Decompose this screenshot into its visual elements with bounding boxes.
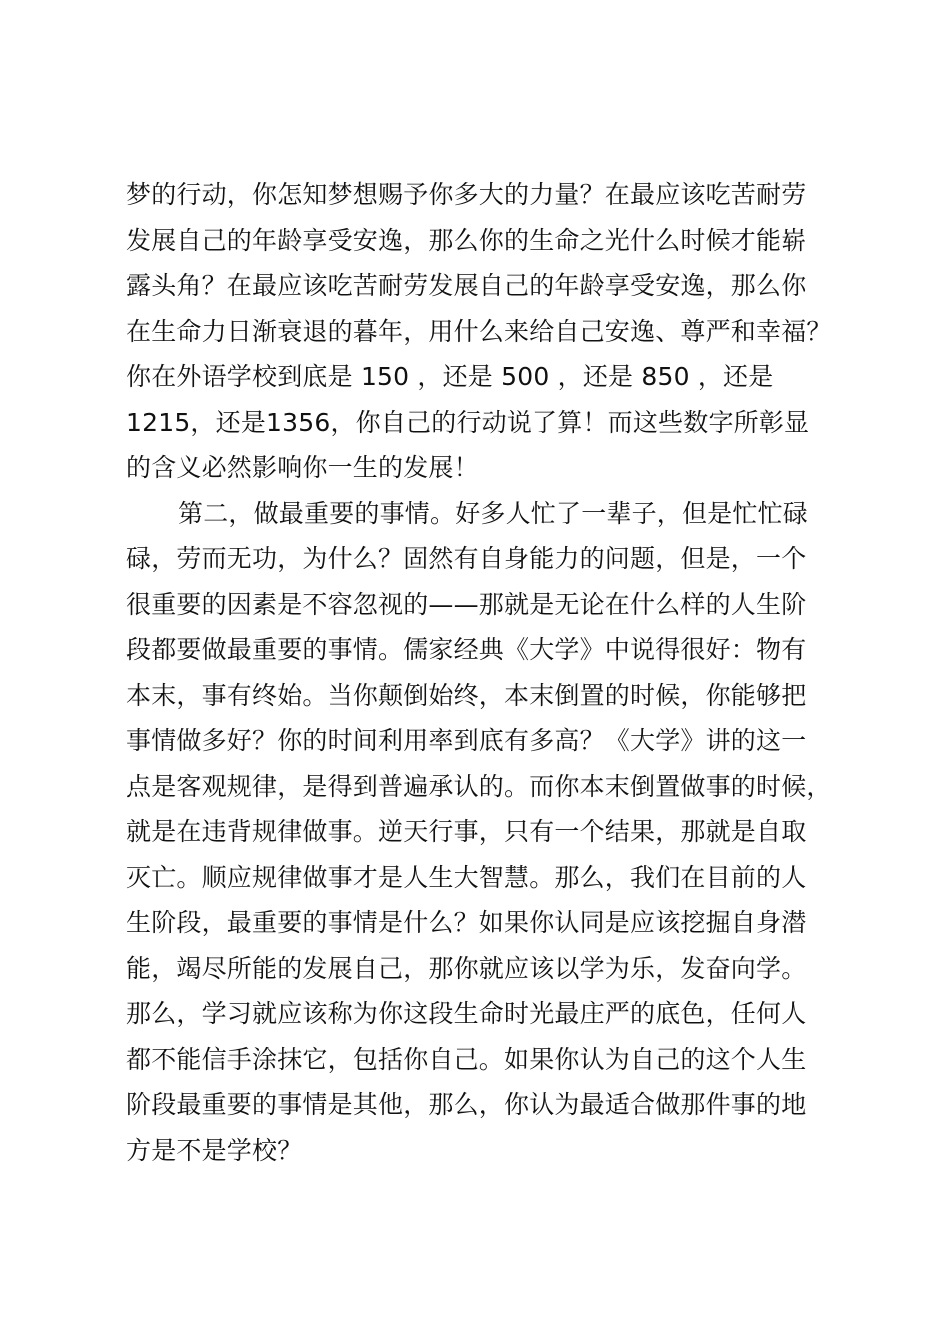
paragraph-line: 段都要做最重要的事情。儒家经典《大学》中说得很好：物有 — [126, 635, 807, 664]
paragraph-line: 就是在违背规律做事。逆天行事，只有一个结果，那就是自取 — [126, 817, 807, 846]
paragraph-line: 生阶段，最重要的事情是什么？如果你认同是应该挖掘自身潜 — [126, 908, 807, 937]
paragraph-line: 阶段最重要的事情是其他，那么，你认为最适合做那件事的地 — [126, 1090, 807, 1119]
paragraph-line: 你在外语学校到底是 150 ，还是 500 ，还是 850 ，还是 — [126, 362, 774, 391]
paragraph-1 — [126, 172, 866, 491]
paragraph-line: 1215，还是1356，你自己的行动说了算！而这些数字所彰显 — [126, 407, 810, 437]
paragraph-line: 的含义必然影响你一生的发展！ — [126, 453, 479, 482]
paragraph-line: 事情做多好？你的时间利用率到底有多高？《大学》讲的这一 — [126, 726, 807, 755]
paragraph-line: 很重要的因素是不容忽视的——那就是无论在什么样的人生阶 — [126, 589, 807, 619]
paragraph-line: 点是客观规律，是得到普遍承认的。而你本末倒置做事的时候， — [126, 771, 832, 801]
paragraph-line: 那么，学习就应该称为你这段生命时光最庄严的底色，任何人 — [126, 999, 807, 1028]
paragraph-line: 发展自己的年龄享受安逸，那么你的生命之光什么时候才能崭 — [126, 225, 807, 255]
paragraph-line: 露头角？在最应该吃苦耐劳发展自己的年龄享受安逸，那么你 — [126, 271, 807, 300]
paragraph-line: 碌，劳而无功，为什么？固然有自身能力的问题，但是，一个 — [126, 544, 807, 573]
paragraph-line: 都不能信手涂抹它，包括你自己。如果你认为自己的这个人生 — [126, 1044, 807, 1074]
paragraph-line: 梦的行动，你怎知梦想赐予你多大的力量？在最应该吃苦耐劳 — [126, 180, 807, 209]
paragraph-line: 本末，事有终始。当你颠倒始终，本末倒置的时候，你能够把 — [126, 680, 807, 710]
paragraph-line: 灭亡。顺应规律做事才是人生大智慧。那么，我们在目前的人 — [126, 862, 807, 892]
paragraph-line: 能，竭尽所能的发展自己，那你就应该以学为乐，发奋向学。 — [126, 953, 807, 983]
paragraph-first-line: 第二，做最重要的事情。好多人忙了一辈子，但是忙忙碌 — [178, 498, 809, 528]
paragraph-line: 在生命力日渐衰退的暮年，用什么来给自己安逸、尊严和幸福？ — [126, 316, 832, 346]
body-text — [126, 172, 866, 1173]
paragraph-2 — [126, 491, 866, 1174]
paragraph-line: 方是不是学校？ — [126, 1135, 303, 1165]
